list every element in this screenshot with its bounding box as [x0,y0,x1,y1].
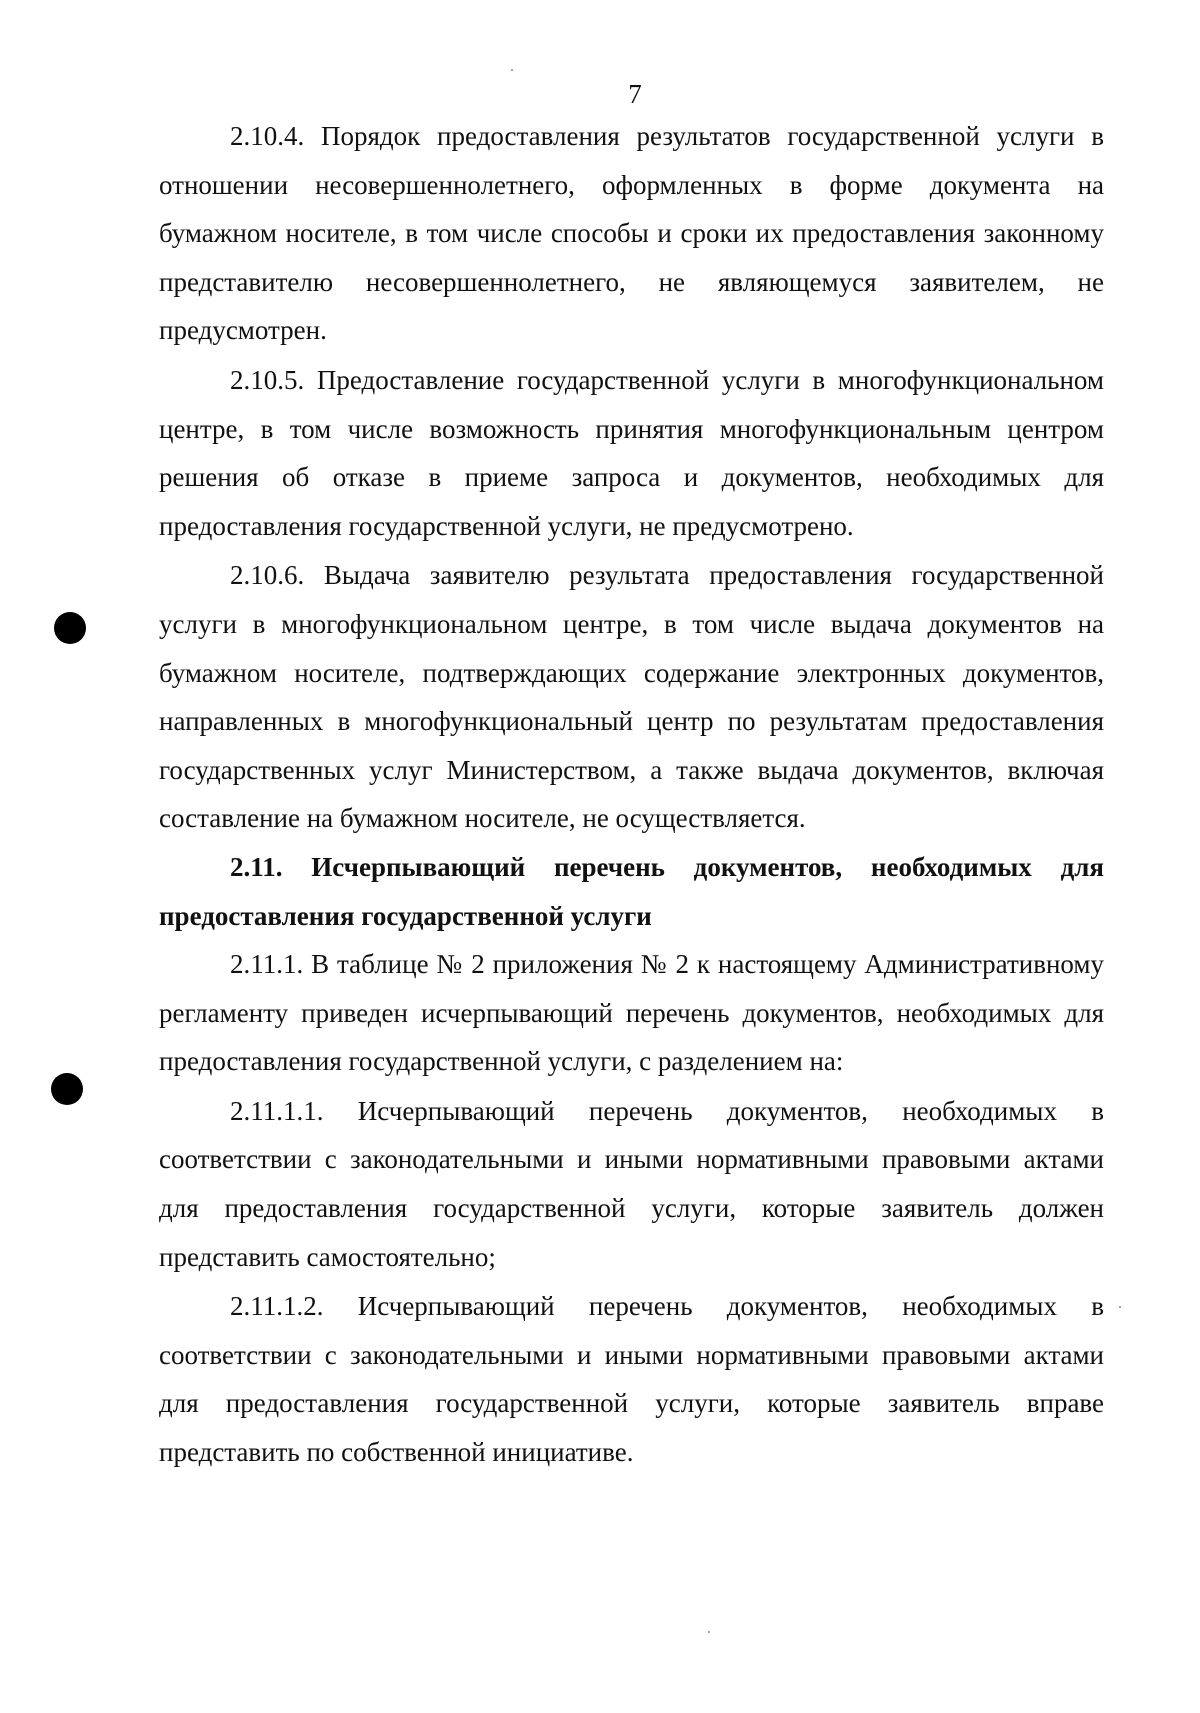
page-number: 7 [628,79,642,109]
paragraph-2-10-6: 2.10.6. Выдача заявителю результата предоставления государственной услуги в многофункциональном центре, в том числе выдача документов на бумажном носителе, подтверждающих содержание электронных документов, направленных в многофункциональный центр по результатам предоставления государственных услуг Министерством, а также выдача документов, включая составление на бумажном носителе, не осуществляется. [159,560,1104,834]
document-body [159,112,1104,1477]
punch-hole-mark [51,1073,83,1105]
scan-speck [708,1631,710,1633]
paragraph-2-11-1: 2.11.1. В таблице № 2 приложения № 2 к настоящему Административному регламенту приведен исчерпывающий перечень документов, необходимых для предоставления государственной услуги, с разделением на: [159,949,1104,1077]
scan-speck [1119,1306,1121,1308]
paragraph-2-11-1-2: 2.11.1.2. Исчерпывающий перечень документов, необходимых в соответствии с законодательными и иными нормативными правовыми актами для предоставления государственной услуги, которые заявитель вправе представить по собственной инициативе. [159,1291,1104,1468]
paragraph-2-10-4: 2.10.4. Порядок предоставления результатов государственной услуги в отношении несовершеннолетнего, оформленных в форме документа на бумажном носителе, в том числе способы и сроки их предоставления законному представителю несовершеннолетнего, не являющемуся заявителем, не предусмотрен. [159,121,1104,346]
paragraph-2-11-1-1: 2.11.1.1. Исчерпывающий перечень документов, необходимых в соответствии с законодательными и иными нормативными правовыми актами для предоставления государственной услуги, которые заявитель должен представить самостоятельно; [159,1095,1104,1272]
punch-hole-mark [54,612,86,644]
scan-speck [511,69,513,71]
paragraph-2-10-5: 2.10.5. Предоставление государственной услуги в многофункциональном центре, в том числе возможность принятия многофункциональным центром решения об отказе в приеме запроса и документов, необходимых для предоставления государственной услуги, не предусмотрено. [159,364,1104,541]
section-heading-2-11: 2.11. Исчерпывающий перечень документов, необходимых для предоставления государственной услуги [159,851,1104,931]
